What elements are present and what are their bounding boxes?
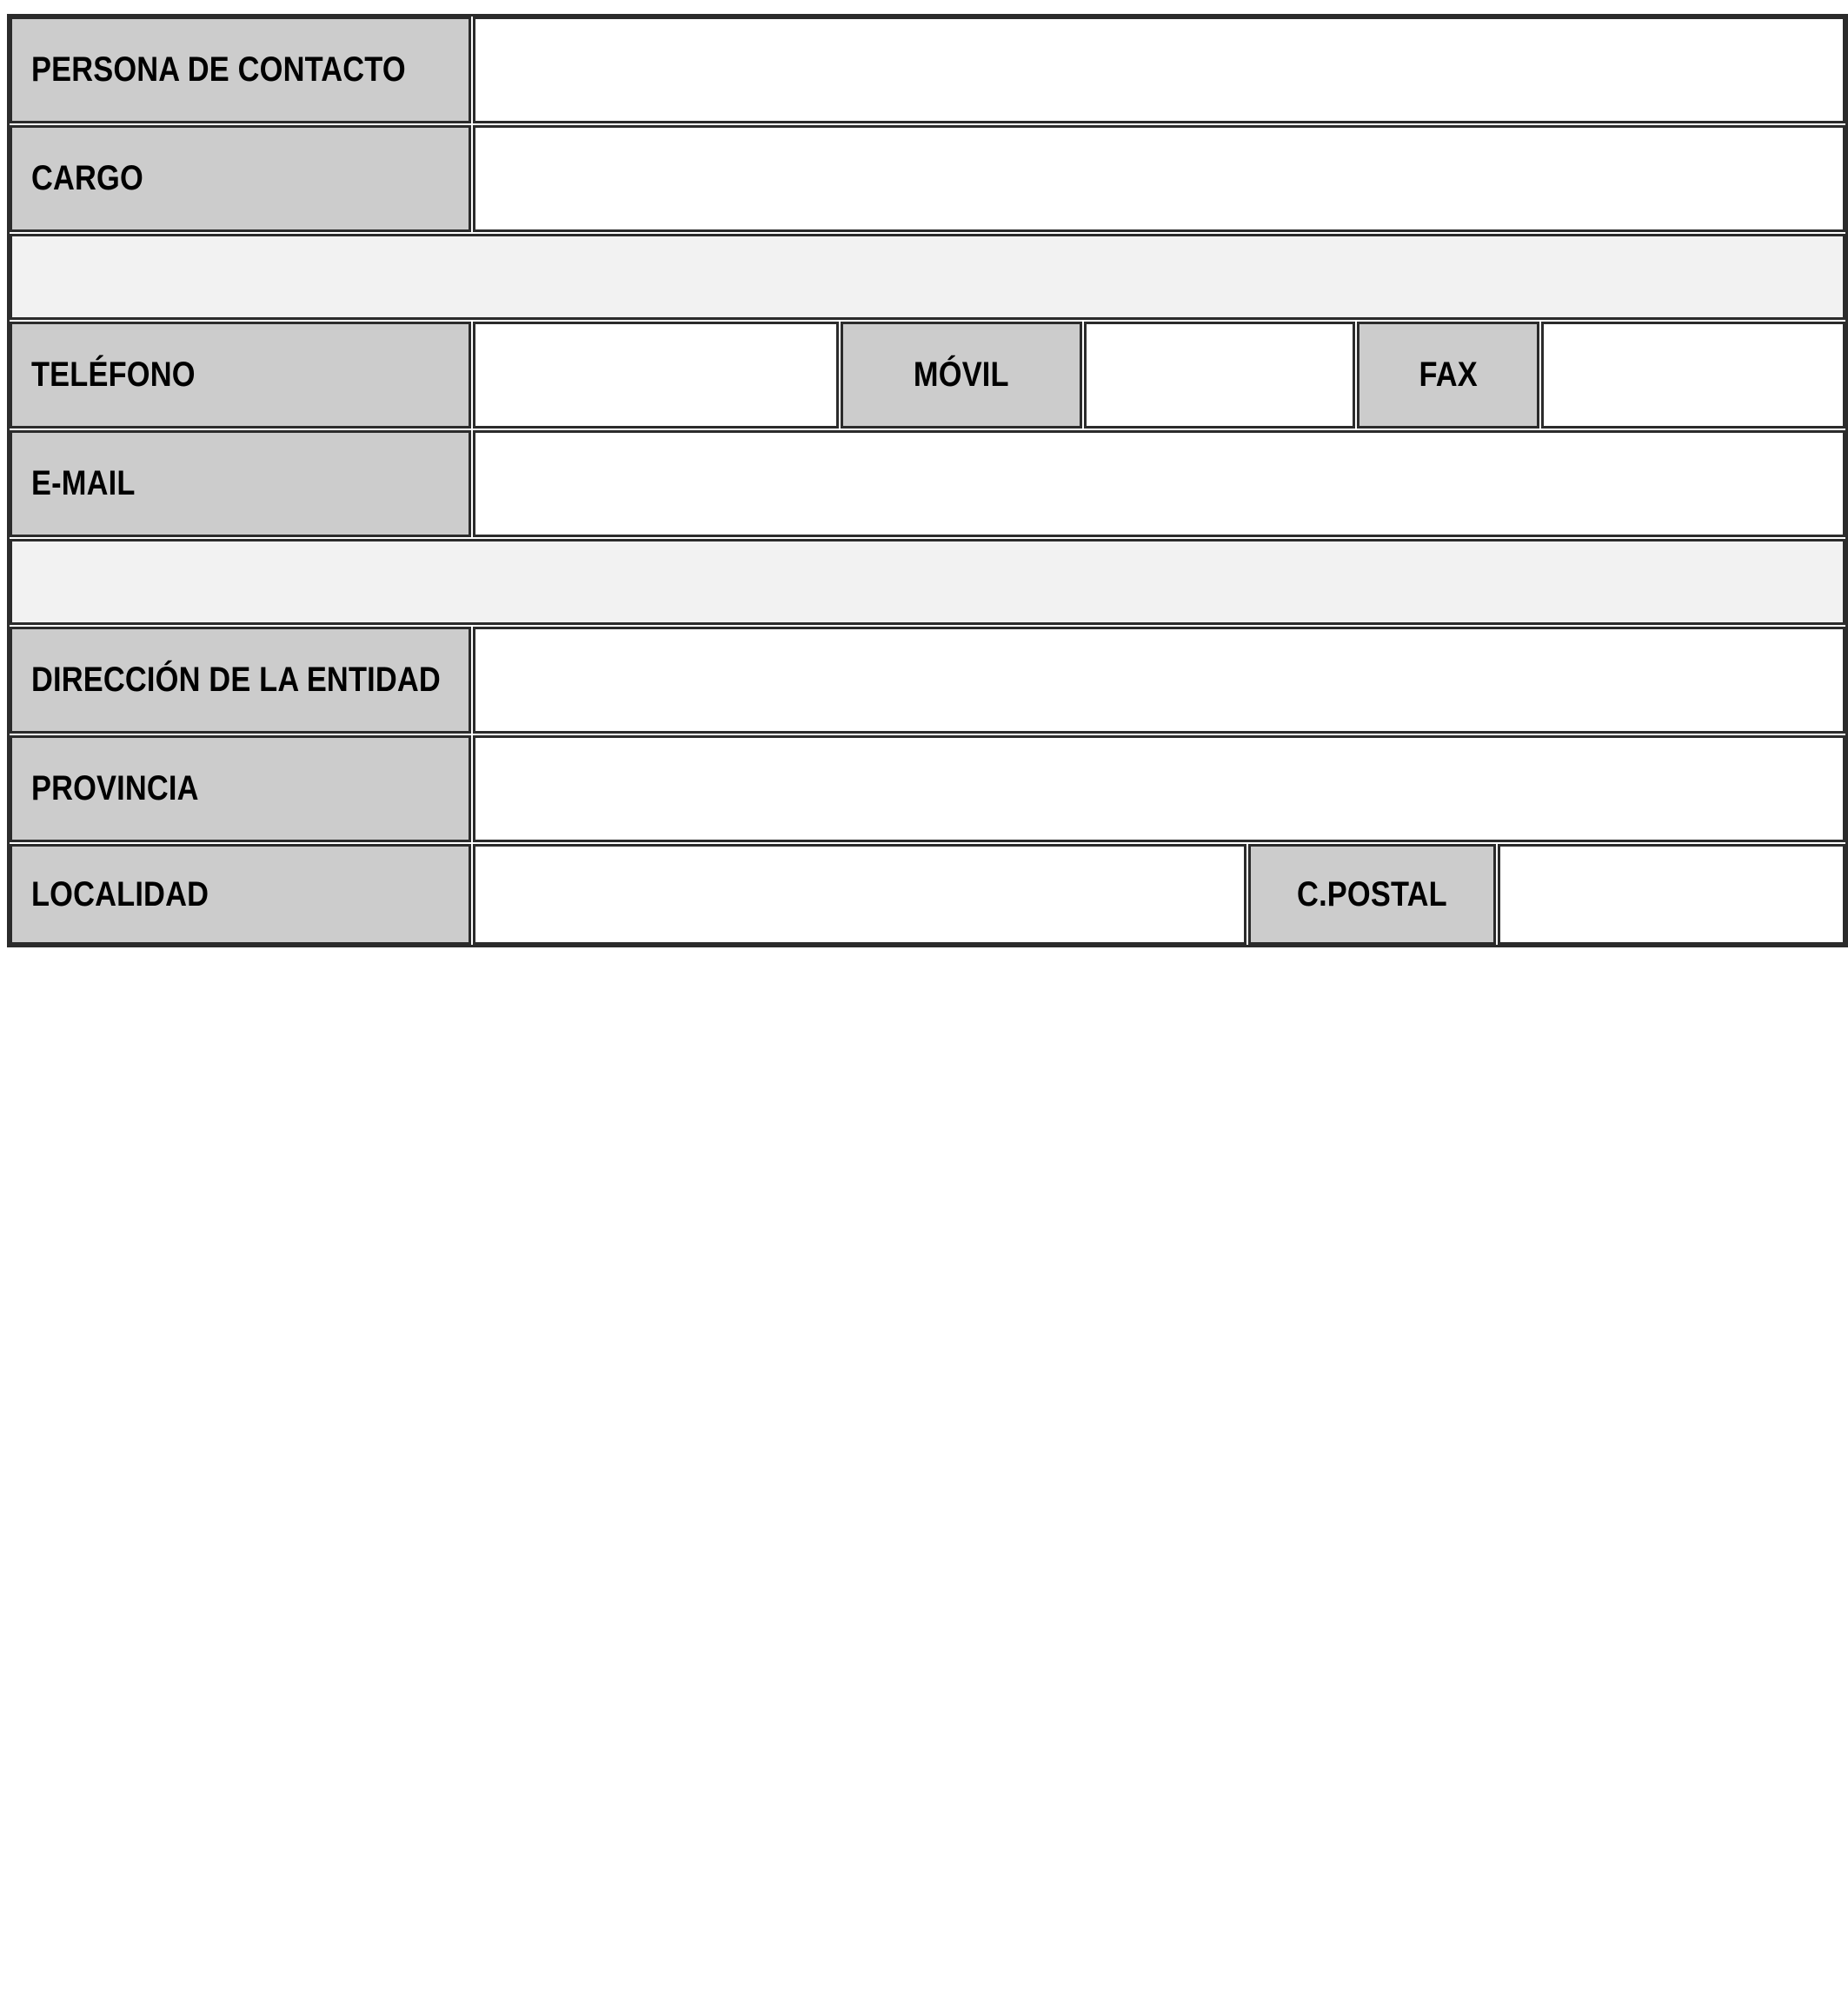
province-label-text: PROVINCIA: [31, 769, 199, 807]
fax-label-text: FAX: [1419, 355, 1478, 394]
section-separator: [10, 539, 1845, 625]
locality-field[interactable]: [473, 844, 1246, 945]
mobile-field[interactable]: [1084, 322, 1355, 429]
fax-field[interactable]: [1541, 322, 1845, 429]
email-label-text: E-MAIL: [31, 464, 136, 502]
mobile-label: [841, 322, 1082, 429]
locality-label-text: LOCALIDAD: [31, 874, 209, 913]
position-label: [10, 125, 471, 232]
section-separator: [10, 234, 1845, 320]
fax-label: [1357, 322, 1539, 429]
province-label: [10, 735, 471, 842]
postal-code-field[interactable]: [1498, 844, 1845, 945]
mobile-label-text: MÓVIL: [914, 355, 1009, 394]
email-label: [10, 430, 471, 537]
address-label: [10, 627, 471, 734]
phone-label: [10, 322, 471, 429]
postal-code-label: [1248, 844, 1496, 945]
contact-person-label: [10, 17, 471, 123]
locality-label: [10, 844, 471, 945]
position-field[interactable]: [473, 125, 1845, 232]
address-field[interactable]: [473, 627, 1845, 734]
position-label-text: CARGO: [31, 159, 143, 197]
postal-code-label-text: C.POSTAL: [1297, 874, 1447, 913]
phone-label-text: TELÉFONO: [31, 355, 196, 394]
contact-form: [7, 14, 1848, 947]
phone-field[interactable]: [473, 322, 839, 429]
contact-person-field[interactable]: [473, 17, 1845, 123]
contact-person-label-text: PERSONA DE CONTACTO: [31, 50, 406, 89]
address-label-text: DIRECCIÓN DE LA ENTIDAD: [31, 661, 441, 699]
province-field[interactable]: [473, 735, 1845, 842]
email-field[interactable]: [473, 430, 1845, 537]
